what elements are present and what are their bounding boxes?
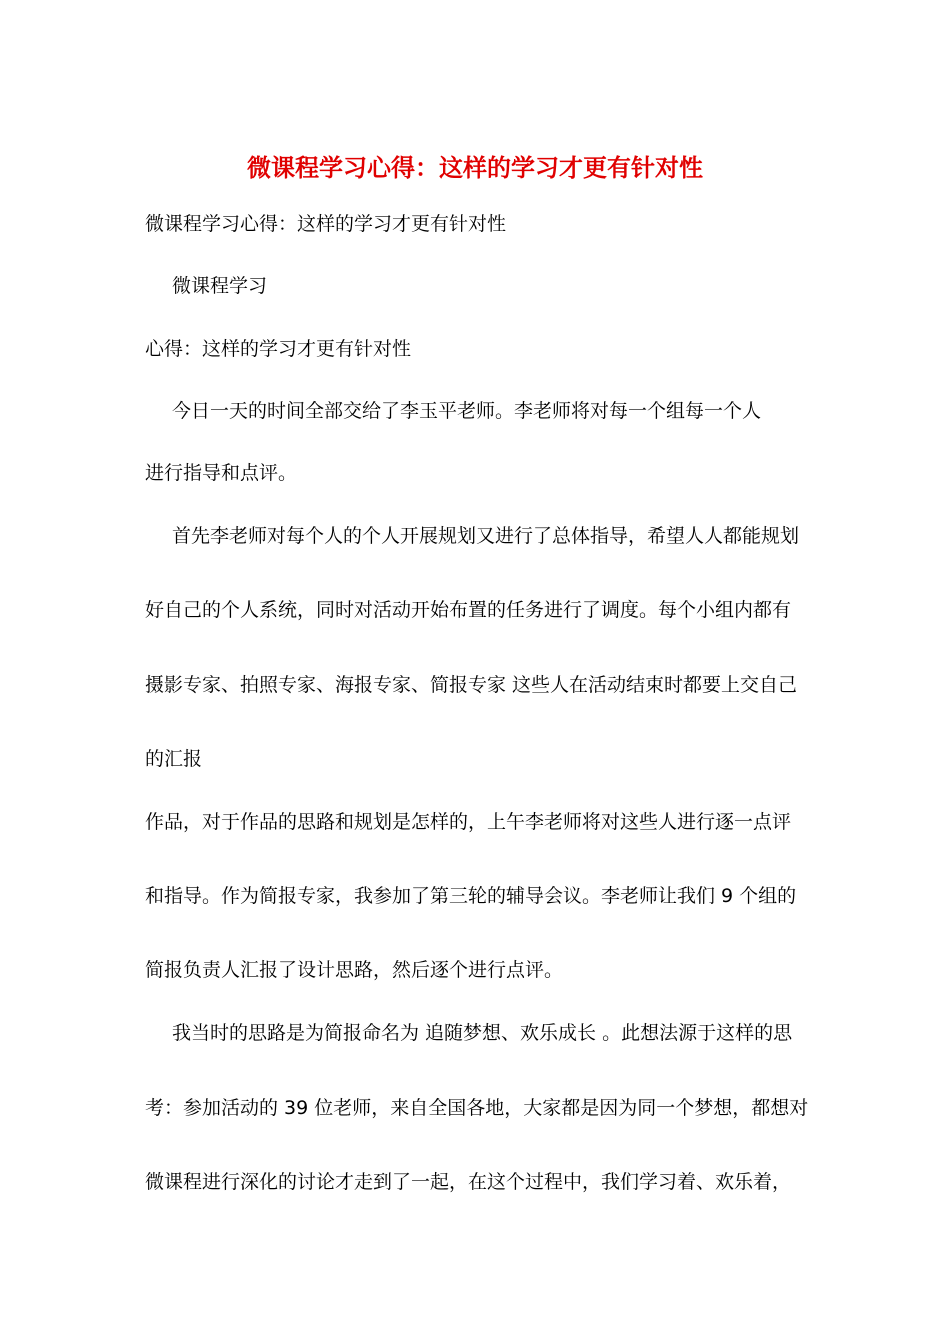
body-line: 和指导。作为简报专家，我参加了第三轮的辅导会议。李老师让我们 9 个组的 [145, 885, 797, 907]
body-line: 简报负责人汇报了设计思路，然后逐个进行点评。 [145, 959, 564, 981]
body-line: 微课程学习 [172, 275, 268, 297]
body-line: 我当时的思路是为简报命名为 追随梦想、欢乐成长 。此想法源于这样的思 [172, 1022, 793, 1044]
body-line: 今日一天的时间全部交给了李玉平老师。李老师将对每一个组每一个人 [172, 400, 762, 422]
body-line: 的汇报 [145, 748, 203, 770]
body-line: 考：参加活动的 39 位老师，来自全国各地，大家都是因为同一个梦想，都想对 [145, 1097, 809, 1119]
document-title: 微课程学习心得：这样的学习才更有针对性 [247, 154, 703, 182]
body-line: 摄影专家、拍照专家、海报专家、简报专家 这些人在活动结束时都要上交自己 [145, 674, 798, 696]
body-line: 微课程进行深化的讨论才走到了一起，在这个过程中，我们学习着、欢乐着， [145, 1171, 792, 1193]
body-line: 首先李老师对每个人的个人开展规划又进行了总体指导，希望人人都能规划 [172, 525, 800, 547]
body-line: 微课程学习心得：这样的学习才更有针对性 [145, 213, 507, 235]
body-line: 好自己的个人系统，同时对活动开始布置的任务进行了调度。每个小组内都有 [145, 599, 792, 621]
body-line: 心得：这样的学习才更有针对性 [145, 338, 412, 360]
body-line: 进行指导和点评。 [145, 462, 298, 484]
body-line: 作品，对于作品的思路和规划是怎样的，上午李老师将对这些人进行逐一点评 [145, 811, 792, 833]
